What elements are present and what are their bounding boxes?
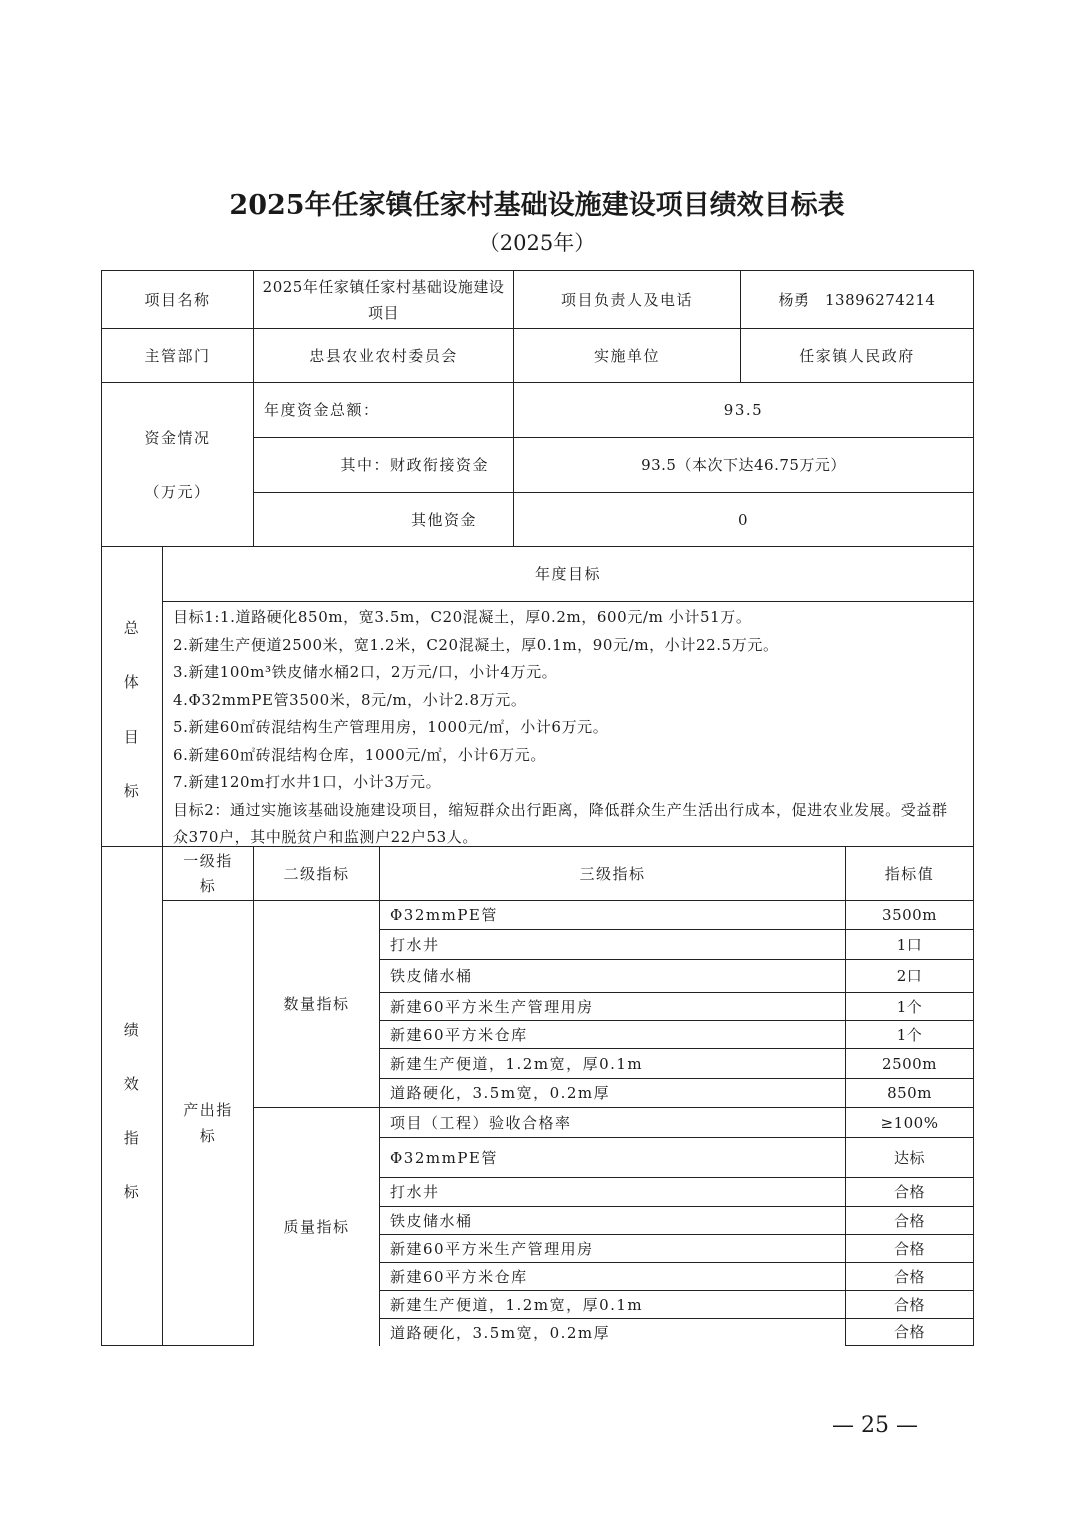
annual-goals-header: 年度目标 [162, 546, 974, 601]
indicator-name: 项目（工程）验收合格率 [379, 1107, 845, 1137]
overall-side-char: 目 [123, 727, 141, 746]
impl-value: 任家镇人民政府 [740, 328, 974, 382]
indicator-value: 3500m [845, 900, 974, 929]
goal-line: 2.新建生产便道2500米，宽1.2米，C20混凝土，厚0.1m，90元/m，小计22.5万元。 [173, 635, 779, 654]
indicator-name: 铁皮储水桶 [379, 1206, 845, 1234]
goal-line: 3.新建100m³铁皮储水桶2口，2万元/口，小计4万元。 [173, 663, 558, 681]
header-value: 指标值 [845, 846, 974, 900]
indicator-value: 合格 [845, 1262, 974, 1290]
overall-side-char: 标 [123, 782, 141, 800]
indicator-name: 铁皮储水桶 [379, 959, 845, 992]
project-name-label: 项目名称 [101, 270, 253, 328]
document-title: 2025年任家镇任家村基础设施建设项目绩效目标表 [229, 190, 845, 221]
project-name-value: 2025年任家镇任家村基础设施建设项目 [253, 270, 513, 328]
goal-line: 5.新建60㎡砖混结构生产管理用房，1000元/㎡，小计6万元。 [173, 718, 609, 736]
indicator-name: 道路硬化，3.5m宽，0.2m厚 [379, 1318, 845, 1346]
funds-label [101, 382, 253, 546]
overall-goals-side-label [101, 546, 162, 846]
impl-label: 实施单位 [513, 328, 740, 382]
indicator-name: 新建60平方米生产管理用房 [379, 1234, 845, 1262]
overall-side-char: 总 [123, 618, 141, 637]
indicator-name: 打水井 [379, 929, 845, 959]
level2-quantity: 数量指标 [253, 900, 379, 1107]
indicator-name: 道路硬化，3.5m宽，0.2m厚 [379, 1078, 845, 1107]
indicator-value: 2500m [845, 1048, 974, 1078]
goal-line: 7.新建120m打水井1口，小计3万元。 [173, 773, 442, 791]
manager-value: 杨勇 13896274214 [740, 270, 974, 328]
indicator-value: 850m [845, 1078, 974, 1107]
dept-label: 主管部门 [101, 328, 253, 382]
goal-line: 4.Φ32mmPE管3500米，8元/m，小计2.8万元。 [173, 690, 527, 709]
goal-line: 6.新建60㎡砖混结构仓库，1000元/㎡，小计6万元。 [173, 745, 546, 764]
indicator-value: 2口 [845, 959, 974, 992]
dept-value: 忠县农业农村委员会 [253, 328, 513, 382]
funds-fiscal-label: 其中：财政衔接资金 [253, 437, 513, 492]
annual-goals-text [162, 601, 974, 846]
page-number: — 25 — [832, 1413, 918, 1438]
goal-line: 目标2：通过实施该基础设施建设项目，缩短群众出行距离，降低群众生产生活出行成本，促进农业发展。受益群众370户，其中脱贫户和监测户22户53人。 [173, 800, 948, 846]
indicator-value: 1个 [845, 1020, 974, 1048]
indicator-value: 合格 [845, 1234, 974, 1262]
level2-quality: 质量指标 [253, 1107, 379, 1346]
funds-label-line2: （万元） [144, 482, 211, 501]
performance-side-char: 标 [123, 1183, 141, 1201]
overall-side-char: 体 [123, 673, 141, 691]
level1-output-indicator: 产出指标 [162, 900, 253, 1346]
document-subtitle: （2025年） [478, 231, 596, 255]
performance-side-char: 效 [123, 1075, 141, 1093]
funds-fiscal-value: 93.5（本次下达46.75万元） [513, 437, 974, 492]
goal-line: 目标1:1.道路硬化850m，宽3.5m，C20混凝土，厚0.2m，600元/m 小计51万。 [173, 608, 752, 626]
indicator-value: ≥100% [845, 1107, 974, 1137]
funds-total-label: 年度资金总额： [253, 382, 513, 437]
indicator-value: 1口 [845, 929, 974, 959]
indicator-value: 合格 [845, 1206, 974, 1234]
indicator-name: Φ32mmPE管 [379, 900, 845, 929]
funds-other-label: 其他资金 [253, 492, 513, 546]
indicator-name: Φ32mmPE管 [379, 1137, 845, 1177]
manager-label: 项目负责人及电话 [513, 270, 740, 328]
indicator-name: 打水井 [379, 1177, 845, 1206]
performance-side-char: 指 [123, 1129, 141, 1147]
indicator-name: 新建60平方米生产管理用房 [379, 992, 845, 1020]
header-level3: 三级指标 [379, 846, 845, 900]
indicator-value: 合格 [845, 1290, 974, 1318]
indicator-value: 达标 [845, 1137, 974, 1177]
funds-label-line1: 资金情况 [144, 428, 211, 447]
header-level2: 二级指标 [253, 846, 379, 900]
funds-other-value: 0 [513, 492, 974, 546]
funds-total-value: 93.5 [513, 382, 974, 437]
indicator-value: 合格 [845, 1177, 974, 1206]
header-level1: 一级指标 [162, 846, 253, 900]
indicator-name: 新建生产便道，1.2m宽，厚0.1m [379, 1048, 845, 1078]
indicator-name: 新建60平方米仓库 [379, 1020, 845, 1048]
indicator-name: 新建60平方米仓库 [379, 1262, 845, 1290]
indicator-value: 合格 [845, 1318, 974, 1346]
indicator-value: 1个 [845, 992, 974, 1020]
indicator-name: 新建生产便道，1.2m宽，厚0.1m [379, 1290, 845, 1318]
performance-side-label [101, 846, 162, 1346]
performance-side-char: 绩 [123, 1021, 141, 1039]
